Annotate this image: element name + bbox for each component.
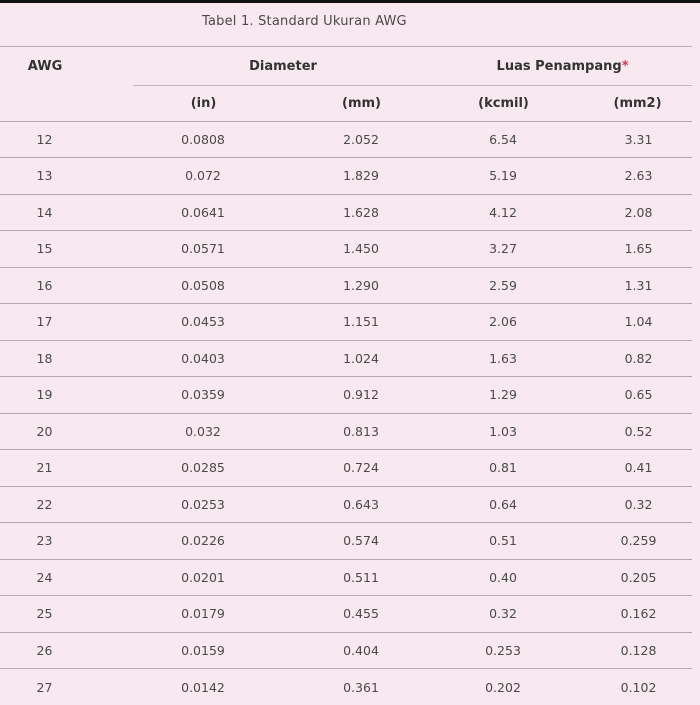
table-row — [0, 596, 692, 633]
table-row — [0, 377, 692, 414]
cell-area-kcmil: 4.12 — [433, 194, 583, 231]
header-row-units — [0, 85, 692, 121]
cell-area-kcmil: 2.06 — [433, 304, 583, 341]
cell-awg: 13 — [0, 158, 133, 195]
unit-mm2: (mm2) — [583, 85, 692, 121]
table-row — [0, 523, 692, 560]
cell-diameter-in: 0.0226 — [133, 523, 293, 560]
cell-area-kcmil: 1.03 — [433, 413, 583, 450]
cell-diameter-mm: 1.450 — [293, 231, 433, 268]
header-diameter-label: Diameter — [249, 59, 317, 74]
header-diameter — [133, 47, 433, 85]
cell-diameter-in: 0.0403 — [133, 340, 293, 377]
cell-diameter-mm: 1.290 — [293, 267, 433, 304]
cell-diameter-in: 0.0453 — [133, 304, 293, 341]
cell-diameter-in: 0.072 — [133, 158, 293, 195]
cell-diameter-mm: 0.724 — [293, 450, 433, 487]
cell-area-kcmil: 5.19 — [433, 158, 583, 195]
cell-area-kcmil: 0.81 — [433, 450, 583, 487]
awg-table-container — [0, 46, 692, 705]
cell-awg: 20 — [0, 413, 133, 450]
cell-awg: 23 — [0, 523, 133, 560]
cell-awg: 15 — [0, 231, 133, 268]
cell-awg: 24 — [0, 559, 133, 596]
cell-area-mm2: 0.259 — [583, 523, 692, 560]
cell-area-mm2: 0.32 — [583, 486, 692, 523]
cell-area-kcmil: 1.63 — [433, 340, 583, 377]
cell-diameter-mm: 2.052 — [293, 121, 433, 158]
cell-awg: 12 — [0, 121, 133, 158]
table-row — [0, 121, 692, 158]
table-row — [0, 413, 692, 450]
cell-area-kcmil: 2.59 — [433, 267, 583, 304]
cell-area-mm2: 0.52 — [583, 413, 692, 450]
cell-area-kcmil: 6.54 — [433, 121, 583, 158]
cell-area-kcmil: 0.51 — [433, 523, 583, 560]
cell-area-kcmil: 0.32 — [433, 596, 583, 633]
header-row-main — [0, 47, 692, 85]
table-row — [0, 486, 692, 523]
cell-area-mm2: 0.102 — [583, 669, 692, 705]
cell-diameter-mm: 0.813 — [293, 413, 433, 450]
cell-diameter-mm: 0.404 — [293, 632, 433, 669]
cell-area-mm2: 0.82 — [583, 340, 692, 377]
header-luas-penampang-label: Luas Penampang — [497, 59, 622, 74]
cell-awg: 19 — [0, 377, 133, 414]
cell-diameter-in: 0.0285 — [133, 450, 293, 487]
cell-diameter-mm: 1.628 — [293, 194, 433, 231]
cell-diameter-in: 0.0508 — [133, 267, 293, 304]
table-row — [0, 632, 692, 669]
cell-diameter-in: 0.0641 — [133, 194, 293, 231]
unit-kcmil: (kcmil) — [433, 85, 583, 121]
cell-awg: 25 — [0, 596, 133, 633]
cell-diameter-in: 0.0142 — [133, 669, 293, 705]
cell-area-kcmil: 3.27 — [433, 231, 583, 268]
cell-area-mm2: 0.41 — [583, 450, 692, 487]
cell-diameter-mm: 0.455 — [293, 596, 433, 633]
cell-awg: 22 — [0, 486, 133, 523]
unit-in: (in) — [133, 85, 293, 121]
cell-area-mm2: 1.04 — [583, 304, 692, 341]
cell-area-mm2: 0.128 — [583, 632, 692, 669]
cell-area-mm2: 2.08 — [583, 194, 692, 231]
table-row — [0, 267, 692, 304]
cell-area-mm2: 0.162 — [583, 596, 692, 633]
table-body — [0, 121, 692, 705]
cell-awg: 27 — [0, 669, 133, 705]
cell-diameter-in: 0.032 — [133, 413, 293, 450]
cell-diameter-in: 0.0359 — [133, 377, 293, 414]
header-awg: AWG — [0, 47, 133, 85]
table-row — [0, 304, 692, 341]
cell-area-mm2: 3.31 — [583, 121, 692, 158]
cell-diameter-in: 0.0253 — [133, 486, 293, 523]
table-row — [0, 450, 692, 487]
cell-area-kcmil: 1.29 — [433, 377, 583, 414]
cell-awg: 18 — [0, 340, 133, 377]
table-header — [0, 47, 692, 121]
table-caption: Tabel 1. Standard Ukuran AWG — [202, 14, 407, 29]
header-luas-penampang — [433, 47, 692, 85]
cell-diameter-mm: 1.024 — [293, 340, 433, 377]
cell-diameter-mm: 1.151 — [293, 304, 433, 341]
unit-mm: (mm) — [293, 85, 433, 121]
cell-area-kcmil: 0.40 — [433, 559, 583, 596]
cell-diameter-mm: 0.643 — [293, 486, 433, 523]
table-row — [0, 231, 692, 268]
cell-diameter-mm: 0.511 — [293, 559, 433, 596]
cell-area-kcmil: 0.253 — [433, 632, 583, 669]
awg-table — [0, 47, 692, 705]
cell-area-kcmil: 0.64 — [433, 486, 583, 523]
cell-diameter-mm: 0.912 — [293, 377, 433, 414]
header-units-blank — [0, 85, 133, 121]
cell-awg: 17 — [0, 304, 133, 341]
cell-diameter-in: 0.0571 — [133, 231, 293, 268]
cell-awg: 26 — [0, 632, 133, 669]
cell-diameter-mm: 1.829 — [293, 158, 433, 195]
cell-awg: 21 — [0, 450, 133, 487]
cell-diameter-in: 0.0159 — [133, 632, 293, 669]
cell-area-mm2: 2.63 — [583, 158, 692, 195]
cell-area-mm2: 0.65 — [583, 377, 692, 414]
cell-diameter-in: 0.0179 — [133, 596, 293, 633]
cell-diameter-in: 0.0808 — [133, 121, 293, 158]
table-row — [0, 158, 692, 195]
table-row — [0, 559, 692, 596]
table-row — [0, 194, 692, 231]
cell-awg: 14 — [0, 194, 133, 231]
cell-diameter-mm: 0.361 — [293, 669, 433, 705]
table-row — [0, 340, 692, 377]
cell-area-mm2: 1.65 — [583, 231, 692, 268]
top-border — [0, 0, 700, 3]
cell-area-kcmil: 0.202 — [433, 669, 583, 705]
cell-diameter-mm: 0.574 — [293, 523, 433, 560]
cell-area-mm2: 1.31 — [583, 267, 692, 304]
cell-diameter-in: 0.0201 — [133, 559, 293, 596]
asterisk-mark: * — [622, 59, 629, 74]
cell-area-mm2: 0.205 — [583, 559, 692, 596]
cell-awg: 16 — [0, 267, 133, 304]
